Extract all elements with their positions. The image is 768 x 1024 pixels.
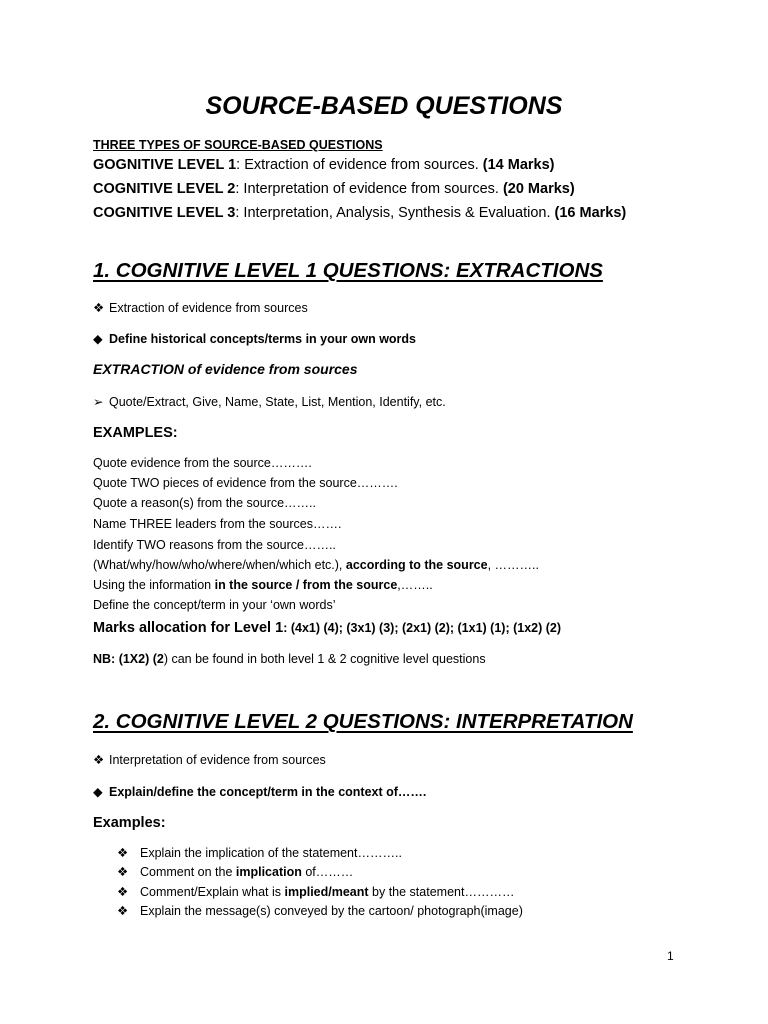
example-2: Quote TWO pieces of evidence from the source………. bbox=[93, 476, 398, 490]
diamond-outline-icon: ❖ bbox=[93, 301, 105, 315]
arrow-icon: ➢ bbox=[93, 395, 104, 409]
nb-note bbox=[93, 652, 486, 666]
list-item bbox=[117, 884, 514, 899]
list-item-bold: implied/meant bbox=[284, 885, 369, 899]
level-3-name: COGNITIVE LEVEL 3 bbox=[93, 205, 236, 221]
s1-bullet-1-text: Extraction of evidence from sources bbox=[109, 301, 308, 315]
list-item bbox=[117, 864, 353, 879]
list-item-text: Comment/Explain what is bbox=[140, 885, 285, 899]
example-7 bbox=[93, 578, 433, 592]
list-item-text: Comment on the bbox=[140, 865, 236, 879]
marks-allocation bbox=[93, 620, 561, 636]
diamond-outline-icon: ❖ bbox=[117, 865, 129, 879]
list-item bbox=[117, 903, 523, 918]
list-item-text: Explain the implication of the statement……….. bbox=[140, 846, 402, 860]
list-item-tail: by the statement………… bbox=[368, 885, 515, 899]
s2-bullet-1 bbox=[93, 752, 326, 767]
list-item-bold: implication bbox=[235, 865, 302, 879]
diamond-outline-icon: ❖ bbox=[93, 753, 105, 767]
level-3-marks: (16 Marks) bbox=[554, 205, 627, 221]
page-title: SOURCE-BASED QUESTIONS bbox=[205, 92, 563, 120]
example-5: Identify TWO reasons from the source…….. bbox=[93, 538, 336, 552]
examples-heading-1: EXAMPLES: bbox=[93, 425, 178, 441]
level-3-desc: : Interpretation, Analysis, Synthesis & Evaluation. bbox=[235, 205, 555, 221]
example-7-b: in the source / from the source bbox=[214, 578, 398, 592]
list-item-text: Explain the message(s) conveyed by the cartoon/ photograph(image) bbox=[140, 904, 523, 918]
level-1-name: GOGNITIVE LEVEL 1 bbox=[93, 157, 237, 173]
level-2-name: COGNITIVE LEVEL 2 bbox=[93, 181, 236, 197]
s1-bullet-1 bbox=[93, 300, 308, 315]
level-1-desc: : Extraction of evidence from sources. bbox=[236, 157, 483, 173]
section-2-heading: 2. COGNITIVE LEVEL 2 QUESTIONS: INTERPRETATION bbox=[93, 710, 633, 733]
example-6-a: (What/why/how/who/where/when/which etc.), bbox=[93, 558, 346, 572]
example-7-c: ,…….. bbox=[397, 578, 433, 592]
example-8: Define the concept/term in your ‘own words’ bbox=[93, 598, 336, 612]
list-item-tail: of……… bbox=[301, 865, 354, 879]
diamond-filled-icon: ◆ bbox=[93, 332, 103, 346]
verbs-line bbox=[93, 394, 446, 409]
page-number: 1 bbox=[667, 949, 674, 963]
extraction-heading: EXTRACTION of evidence from sources bbox=[93, 361, 358, 377]
list-item bbox=[117, 845, 402, 860]
s2-bullet-2 bbox=[93, 784, 426, 799]
example-7-a: Using the information bbox=[93, 578, 215, 592]
nb-note-bold: NB: (1X2) (2 bbox=[93, 652, 164, 666]
marks-label: Marks allocation for Level 1 bbox=[93, 620, 284, 636]
level-2-marks: (20 Marks) bbox=[502, 181, 575, 197]
level-1-line bbox=[93, 157, 555, 173]
s1-bullet-2 bbox=[93, 331, 416, 346]
level-2-line bbox=[93, 181, 575, 197]
diamond-outline-icon: ❖ bbox=[117, 904, 129, 918]
section-1-heading: 1. COGNITIVE LEVEL 1 QUESTIONS: EXTRACTIONS bbox=[93, 259, 603, 282]
nb-note-text: ) can be found in both level 1 & 2 cognitive level questions bbox=[163, 652, 486, 666]
diamond-outline-icon: ❖ bbox=[117, 846, 129, 860]
example-6-c: , ……….. bbox=[487, 558, 539, 572]
types-subheading: THREE TYPES OF SOURCE-BASED QUESTIONS bbox=[93, 138, 383, 152]
example-3: Quote a reason(s) from the source…….. bbox=[93, 496, 317, 510]
s1-bullet-2-text: Define historical concepts/terms in your own words bbox=[109, 332, 417, 346]
diamond-filled-icon: ◆ bbox=[93, 785, 103, 799]
level-2-desc: : Interpretation of evidence from sources. bbox=[235, 181, 503, 197]
s2-bullet-1-text: Interpretation of evidence from sources bbox=[109, 753, 326, 767]
verbs-text: Quote/Extract, Give, Name, State, List, Mention, Identify, etc. bbox=[109, 395, 446, 409]
example-1: Quote evidence from the source………. bbox=[93, 456, 312, 470]
example-6-b: according to the source bbox=[345, 558, 488, 572]
s2-bullet-2-text: Explain/define the concept/term in the context of……. bbox=[109, 785, 427, 799]
diamond-outline-icon: ❖ bbox=[117, 885, 129, 899]
marks-values: : (4x1) (4); (3x1) (3); (2x1) (2); (1x1) (1); (1x2) (2) bbox=[283, 621, 562, 635]
examples-heading-2: Examples: bbox=[93, 815, 166, 831]
level-3-line bbox=[93, 205, 626, 221]
example-6 bbox=[93, 558, 539, 572]
example-4: Name THREE leaders from the sources……. bbox=[93, 517, 342, 531]
level-1-marks: (14 Marks) bbox=[482, 157, 555, 173]
